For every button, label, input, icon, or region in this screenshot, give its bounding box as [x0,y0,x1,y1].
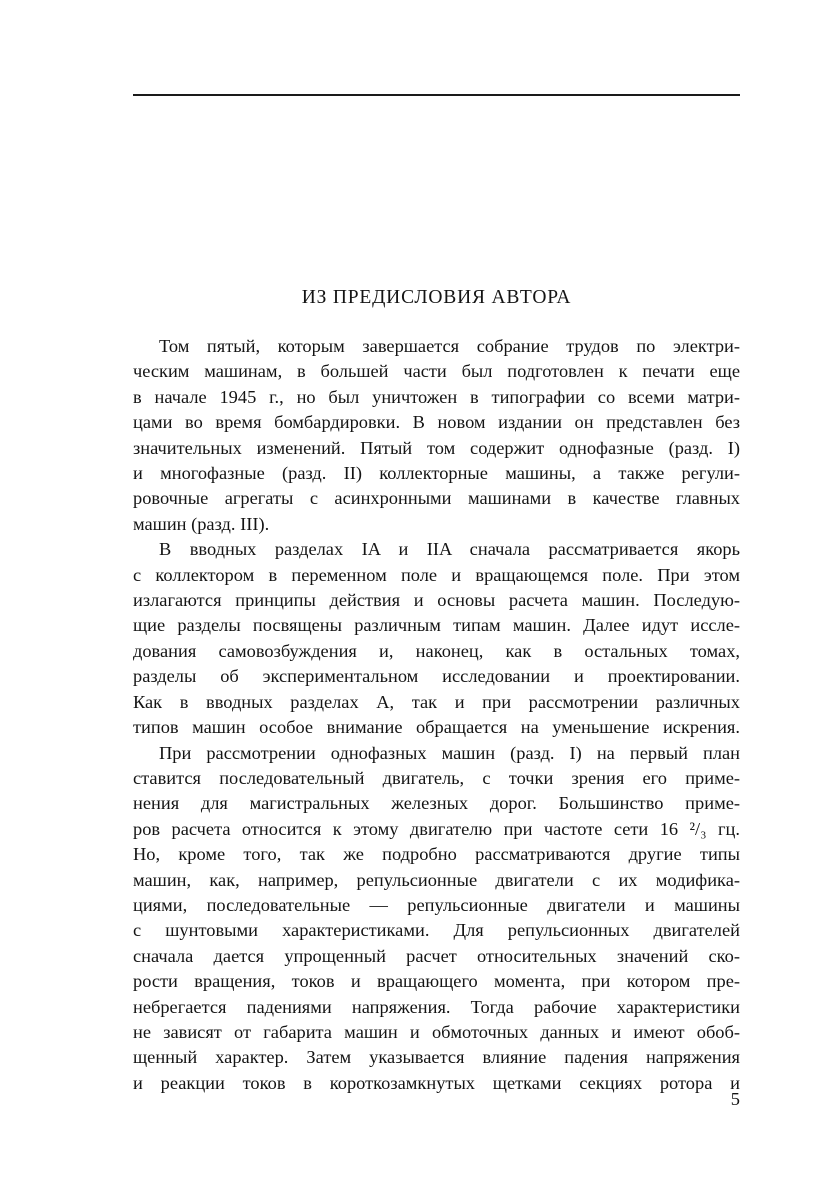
text-line: машин, как, например, репульсионные двигатели с их модифика- [133,869,740,890]
text-line: нения для магистральных железных дорог. Большинство приме- [133,793,740,814]
text-line: цами во время бомбардировки. В новом издании он представлен без [133,412,740,433]
text-line: дования самовозбуждения и, наконец, как в остальных томах, [133,640,740,661]
text-line: Как в вводных разделах А, так и при рассмотрении различных [133,691,740,712]
text-line: рости вращения, токов и вращающего момента, при котором пре- [133,971,740,992]
text-line: щенный характер. Затем указывается влияние падения напряжения [133,1047,740,1068]
text-line: небрегается падениями напряжения. Тогда рабочие характеристики [133,996,740,1017]
paragraph-1 [133,334,740,537]
text-line: В вводных разделах IA и IIA сначала рассматривается якорь [159,539,740,560]
text-line: ров расчета относится к этому двигателю при частоте сети 16 ²/₃ гц. [133,818,740,839]
text-line: щие разделы посвящены различным типам машин. Далее идут иссле- [133,615,740,636]
text-line: с шунтовыми характеристиками. Для репульсионных двигателей [133,920,740,941]
text-line: в начале 1945 г., но был уничтожен в типографии со всеми матри- [133,386,740,407]
text-line: не зависят от габарита машин и обмоточных данных и имеют обоб- [133,1021,740,1042]
text-line: Но, кроме того, так же подробно рассматриваются другие типы [133,844,740,865]
text-line: ровочные агрегаты с асинхронными машинами в качестве главных [133,488,740,509]
text-line: сначала дается упрощенный расчет относительных значений ско- [133,945,740,966]
text-line: разделы об экспериментальном исследовании и проектировании. [133,666,740,687]
page-number: 5 [730,1089,740,1109]
text-line: значительных изменений. Пятый том содержит однофазные (разд. I) [133,437,740,458]
page-heading: ИЗ ПРЕДИСЛОВИЯ АВТОРА [301,287,572,308]
text-line: циями, последовательные — репульсионные двигатели и машины [133,894,740,915]
text-line: ческим машинам, в большей части был подготовлен к печати еще [133,361,740,382]
text-line: с коллектором в переменном поле и вращающемся поле. При этом [133,564,740,585]
paragraph-2 [133,537,740,740]
text-line: и реакции токов в короткозамкнутых щетками секциях ротора и [133,1072,740,1093]
text-line: и многофазные (разд. II) коллекторные машины, а также регули- [133,463,740,484]
header-rule [133,94,740,96]
text-line: типов машин особое внимание обращается на уменьшение искрения. [133,717,740,738]
body-text [133,334,740,1096]
text-line: При рассмотрении однофазных машин (разд. I) на первый план [159,742,740,763]
text-line: излагаются принципы действия и основы расчета машин. Последую- [133,590,740,611]
paragraph-3 [133,741,740,1097]
text-line: ставится последовательный двигатель, с точки зрения его приме- [133,767,740,788]
text-line: машин (разд. III). [133,513,270,534]
text-line: Том пятый, которым завершается собрание трудов по электри- [159,336,740,356]
